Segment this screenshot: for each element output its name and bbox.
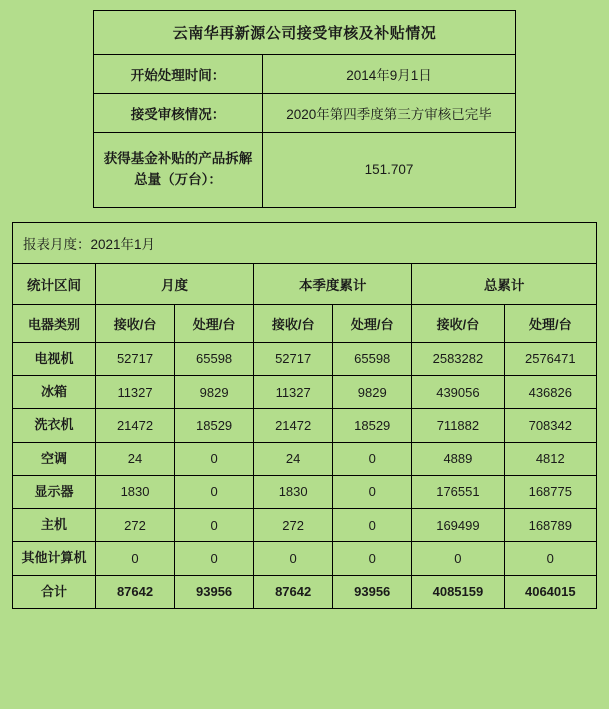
cell-value: 1830	[254, 475, 333, 508]
cell-value: 4064015	[504, 575, 596, 608]
cell-value: 0	[96, 542, 175, 575]
group-header-quarter: 本季度累计	[254, 263, 412, 304]
cell-value: 24	[254, 442, 333, 475]
summary-label-audit-status: 接受审核情况：	[94, 94, 263, 133]
summary-row-subsidy-total	[94, 133, 516, 208]
cell-value: 272	[96, 509, 175, 542]
sub-header-month-processed: 处理/台	[175, 304, 254, 342]
table-row	[13, 475, 597, 508]
report-sub-header-row	[13, 304, 597, 342]
cell-value: 4812	[504, 442, 596, 475]
table-row	[13, 442, 597, 475]
sub-header-total-processed: 处理/台	[504, 304, 596, 342]
row-label: 其他计算机	[13, 542, 96, 575]
sub-header-quarter-processed: 处理/台	[333, 304, 412, 342]
row-label: 空调	[13, 442, 96, 475]
cell-value: 0	[412, 542, 504, 575]
row-label: 显示器	[13, 475, 96, 508]
cell-value: 708342	[504, 409, 596, 442]
cell-value: 87642	[96, 575, 175, 608]
table-row	[13, 376, 597, 409]
summary-row-start-time	[94, 55, 516, 94]
category-header: 电器类别	[13, 304, 96, 342]
cell-value: 2576471	[504, 342, 596, 375]
summary-value-audit-status: 2020年第四季度第三方审核已完毕	[263, 94, 516, 133]
group-header-total: 总累计	[412, 263, 597, 304]
summary-row-audit-status	[94, 94, 516, 133]
cell-value: 0	[175, 442, 254, 475]
cell-value: 0	[254, 542, 333, 575]
cell-value: 168775	[504, 475, 596, 508]
summary-title: 云南华再新源公司接受审核及补贴情况	[94, 11, 516, 55]
cell-value: 52717	[254, 342, 333, 375]
cell-value: 65598	[175, 342, 254, 375]
stat-range-header: 统计区间	[13, 263, 96, 304]
cell-value: 11327	[254, 376, 333, 409]
cell-value: 4085159	[412, 575, 504, 608]
table-row	[13, 509, 597, 542]
cell-value: 0	[175, 509, 254, 542]
table-row	[13, 342, 597, 375]
cell-value: 18529	[333, 409, 412, 442]
table-row	[13, 542, 597, 575]
cell-value: 436826	[504, 376, 596, 409]
row-label: 冰箱	[13, 376, 96, 409]
cell-value: 0	[175, 475, 254, 508]
cell-value: 21472	[254, 409, 333, 442]
cell-value: 93956	[333, 575, 412, 608]
cell-value: 439056	[412, 376, 504, 409]
cell-value: 0	[333, 442, 412, 475]
cell-value: 18529	[175, 409, 254, 442]
sub-header-total-received: 接收/台	[412, 304, 504, 342]
summary-label-start-time: 开始处理时间：	[94, 55, 263, 94]
cell-value: 169499	[412, 509, 504, 542]
cell-value: 52717	[96, 342, 175, 375]
cell-value: 0	[175, 542, 254, 575]
summary-label-subsidy-total: 获得基金补贴的产品拆解总量（万台）：	[94, 133, 263, 208]
cell-value: 11327	[96, 376, 175, 409]
cell-value: 0	[504, 542, 596, 575]
cell-value: 0	[333, 475, 412, 508]
cell-value: 176551	[412, 475, 504, 508]
cell-value: 0	[333, 542, 412, 575]
summary-title-row	[94, 11, 516, 55]
row-label: 主机	[13, 509, 96, 542]
row-label: 洗衣机	[13, 409, 96, 442]
cell-value: 9829	[175, 376, 254, 409]
cell-value: 272	[254, 509, 333, 542]
cell-value: 65598	[333, 342, 412, 375]
report-table	[12, 222, 597, 609]
row-label: 电视机	[13, 342, 96, 375]
report-table-container	[0, 222, 609, 609]
report-month-row	[13, 222, 597, 263]
cell-value: 9829	[333, 376, 412, 409]
report-group-header-row	[13, 263, 597, 304]
summary-value-subsidy-total: 151.707	[263, 133, 516, 208]
table-row	[13, 409, 597, 442]
summary-table	[93, 10, 516, 208]
sub-header-month-received: 接收/台	[96, 304, 175, 342]
cell-value: 711882	[412, 409, 504, 442]
cell-value: 93956	[175, 575, 254, 608]
row-label: 合计	[13, 575, 96, 608]
sub-header-quarter-received: 接收/台	[254, 304, 333, 342]
cell-value: 2583282	[412, 342, 504, 375]
group-header-month: 月度	[96, 263, 254, 304]
summary-value-start-time: 2014年9月1日	[263, 55, 516, 94]
summary-table-container	[0, 0, 609, 208]
cell-value: 87642	[254, 575, 333, 608]
cell-value: 4889	[412, 442, 504, 475]
cell-value: 168789	[504, 509, 596, 542]
cell-value: 1830	[96, 475, 175, 508]
report-month-label: 报表月度：2021年1月	[13, 222, 597, 263]
cell-value: 21472	[96, 409, 175, 442]
cell-value: 24	[96, 442, 175, 475]
table-row-total	[13, 575, 597, 608]
cell-value: 0	[333, 509, 412, 542]
